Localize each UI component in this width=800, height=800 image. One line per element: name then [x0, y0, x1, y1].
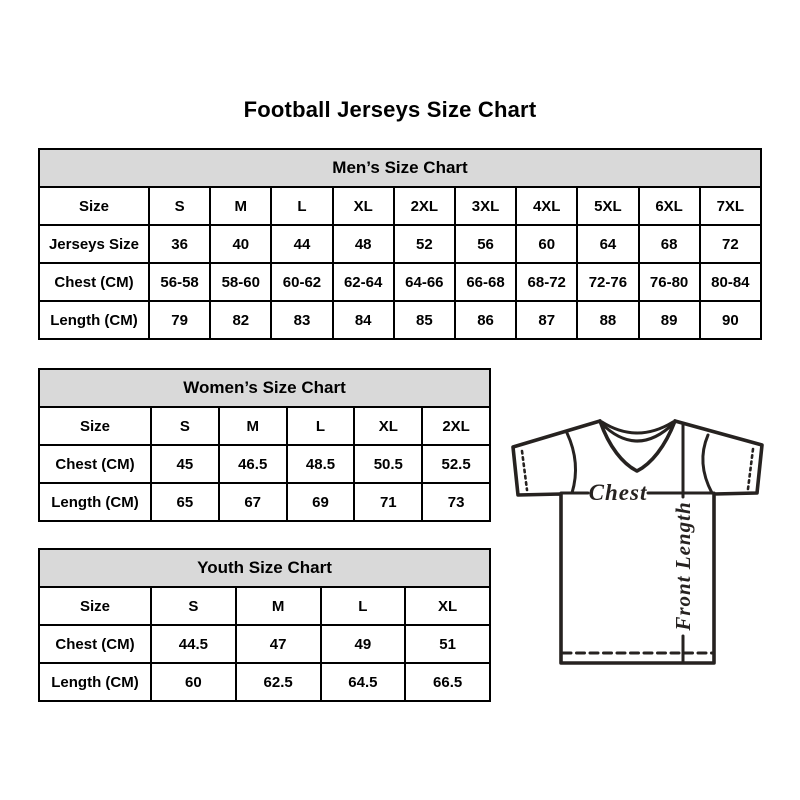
size-cell: 6XL	[639, 187, 700, 225]
size-cell: 65	[151, 483, 219, 521]
row-label: Chest (CM)	[39, 263, 149, 301]
size-cell: 36	[149, 225, 210, 263]
size-cell: 68-72	[516, 263, 577, 301]
chest-label: Chest	[588, 480, 648, 505]
size-cell: 60-62	[271, 263, 332, 301]
jersey-illustration	[505, 405, 770, 670]
row-label: Chest (CM)	[39, 625, 151, 663]
table-row	[39, 587, 490, 625]
row-label: Size	[39, 407, 151, 445]
table-row	[39, 625, 490, 663]
table-row	[39, 225, 761, 263]
womens-size-table	[38, 368, 491, 522]
size-cell: 2XL	[394, 187, 455, 225]
row-label: Size	[39, 587, 151, 625]
size-cell: 82	[210, 301, 271, 339]
table-title: Men’s Size Chart	[39, 149, 761, 187]
size-cell: S	[151, 587, 236, 625]
table-row	[39, 663, 490, 701]
size-cell: 3XL	[455, 187, 516, 225]
table-row	[39, 263, 761, 301]
size-cell: 5XL	[577, 187, 638, 225]
size-cell: 56	[455, 225, 516, 263]
armhole-seam-left	[567, 433, 576, 493]
table-row	[39, 483, 490, 521]
size-cell: 45	[151, 445, 219, 483]
page-title: Football Jerseys Size Chart	[243, 97, 537, 122]
size-cell: 66-68	[455, 263, 516, 301]
size-cell: 80-84	[700, 263, 761, 301]
size-cell: 4XL	[516, 187, 577, 225]
size-cell: 64-66	[394, 263, 455, 301]
table-row	[39, 301, 761, 339]
size-cell: 86	[455, 301, 516, 339]
armhole-seam-right	[703, 435, 712, 493]
size-cell: 64.5	[321, 663, 406, 701]
table-row	[39, 445, 490, 483]
table-row	[39, 187, 761, 225]
size-cell: 52.5	[422, 445, 490, 483]
size-cell: M	[219, 407, 287, 445]
size-cell: 73	[422, 483, 490, 521]
size-cell: 46.5	[219, 445, 287, 483]
size-cell: 50.5	[354, 445, 422, 483]
table-title: Women’s Size Chart	[39, 369, 490, 407]
size-cell: S	[149, 187, 210, 225]
size-cell: 68	[639, 225, 700, 263]
size-cell: 67	[219, 483, 287, 521]
size-cell: 64	[577, 225, 638, 263]
size-cell: 47	[236, 625, 321, 663]
size-cell: S	[151, 407, 219, 445]
size-cell: 72-76	[577, 263, 638, 301]
size-cell: 48	[333, 225, 394, 263]
size-cell: 71	[354, 483, 422, 521]
size-cell: 66.5	[405, 663, 490, 701]
size-cell: L	[271, 187, 332, 225]
row-label: Jerseys Size	[39, 225, 149, 263]
size-cell: 44.5	[151, 625, 236, 663]
row-label: Length (CM)	[39, 483, 151, 521]
mens-size-table	[38, 148, 762, 340]
size-cell: 56-58	[149, 263, 210, 301]
size-cell: 72	[700, 225, 761, 263]
size-cell: 83	[271, 301, 332, 339]
size-cell: 69	[287, 483, 355, 521]
size-cell: 2XL	[422, 407, 490, 445]
size-cell: M	[210, 187, 271, 225]
size-cell: XL	[405, 587, 490, 625]
size-cell: 60	[151, 663, 236, 701]
size-cell: 7XL	[700, 187, 761, 225]
size-cell: 87	[516, 301, 577, 339]
size-cell: XL	[333, 187, 394, 225]
size-cell: 58-60	[210, 263, 271, 301]
youth-size-table	[38, 548, 491, 702]
size-cell: 85	[394, 301, 455, 339]
size-cell: 84	[333, 301, 394, 339]
size-cell: 40	[210, 225, 271, 263]
size-cell: 90	[700, 301, 761, 339]
front-length-label: Front Length	[671, 501, 695, 631]
size-cell: XL	[354, 407, 422, 445]
size-cell: M	[236, 587, 321, 625]
jersey-outline	[513, 421, 762, 663]
row-label: Chest (CM)	[39, 445, 151, 483]
table-row	[39, 407, 490, 445]
size-cell: L	[321, 587, 406, 625]
size-cell: 60	[516, 225, 577, 263]
size-cell: 76-80	[639, 263, 700, 301]
size-cell: 52	[394, 225, 455, 263]
size-cell: 88	[577, 301, 638, 339]
table-title: Youth Size Chart	[39, 549, 490, 587]
row-label: Length (CM)	[39, 663, 151, 701]
size-cell: 62.5	[236, 663, 321, 701]
row-label: Size	[39, 187, 149, 225]
size-cell: 79	[149, 301, 210, 339]
cuff-stitch-right	[748, 449, 753, 489]
cuff-stitch-left	[522, 451, 527, 490]
row-label: Length (CM)	[39, 301, 149, 339]
size-cell: 62-64	[333, 263, 394, 301]
size-cell: 44	[271, 225, 332, 263]
size-cell: 89	[639, 301, 700, 339]
size-cell: L	[287, 407, 355, 445]
size-cell: 48.5	[287, 445, 355, 483]
size-cell: 49	[321, 625, 406, 663]
size-cell: 51	[405, 625, 490, 663]
jersey-measurement-diagram	[505, 405, 770, 670]
